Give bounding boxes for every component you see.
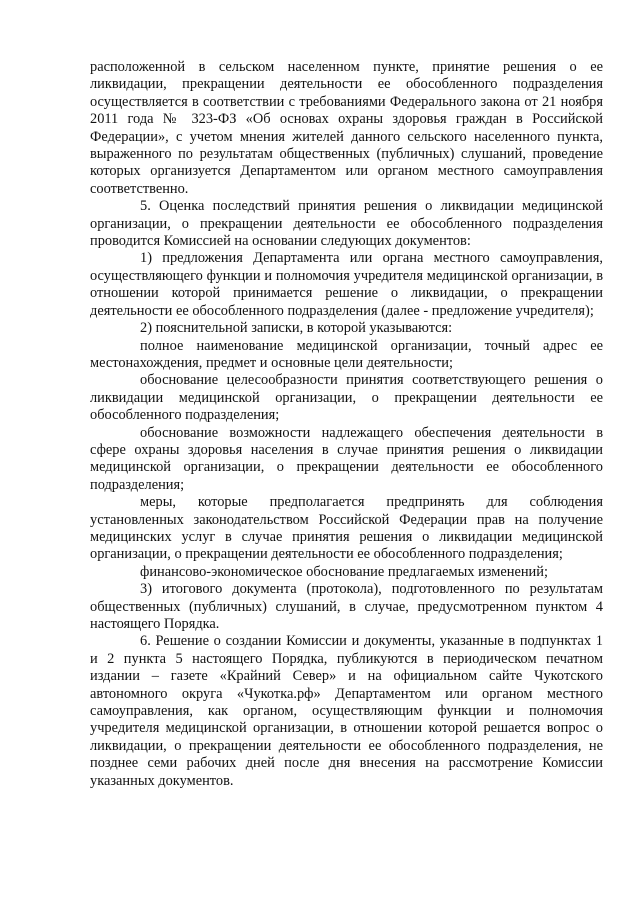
paragraph-capability: обоснование возможности надлежащего обеспечения деятельности в сфере охраны здоровья населения в случае принятия решения о ликвидации медицинской организации, о прекращении деятельности ее обособленного подразделения; bbox=[90, 424, 603, 493]
paragraph-item-6: 6. Решение о создании Комиссии и документы, указанные в подпунктах 1 и 2 пункта 5 настоящего Порядка, публикуются в периодическом печатном издании – газете «Крайний Север» и на официальном сайте Чукотского автономного округа «Чукотка.рф» Департаментом или органом местного самоуправления, как органом, осуществляющим функции и полномочия учредителя медицинской организации, в отношении которой решается вопрос о ликвидации, о прекращении деятельности ее обособленного подразделения, не позднее семи рабочих дней после дня внесения на рассмотрение Комиссии указанных документов. bbox=[90, 633, 603, 789]
document-page bbox=[90, 59, 603, 790]
paragraph-item-5: 5. Оценка последствий принятия решения о ликвидации медицинской организации, о прекращении деятельности ее обособленного подразделения проводится Комиссией на основании следующих документов: bbox=[90, 198, 603, 250]
paragraph-subitem-1: 1) предложения Департамента или органа местного самоуправления, осуществляющего функции и полномочия учредителя медицинской организации, в отношении которой принимается решение о ликвидации, о прекращении деятельности ее обособленного подразделения (далее - предложение учредителя); bbox=[90, 250, 603, 319]
paragraph-measures: меры, которые предполагается предпринять для соблюдения установленных законодательством Российской Федерации прав на получение медицинских услуг в случае принятия решения о ликвидации медицинской организации, о прекращении деятельности ее обособленного подразделения; bbox=[90, 494, 603, 563]
paragraph-justification: обоснование целесообразности принятия соответствующего решения о ликвидации медицинской организации, о прекращении деятельности ее обособленного подразделения; bbox=[90, 372, 603, 424]
paragraph-subitem-3: 3) итогового документа (протокола), подготовленного по результатам общественных (публичных) слушаний, в случае, предусмотренном пунктом 4 настоящего Порядка. bbox=[90, 581, 603, 632]
paragraph-org-name: полное наименование медицинской организации, точный адрес ее местонахождения, предмет и основные цели деятельности; bbox=[90, 337, 603, 371]
paragraph-subitem-2: 2) пояснительной записки, в которой указываются: bbox=[140, 320, 453, 337]
paragraph-financial: финансово-экономическое обоснование предлагаемых изменений; bbox=[140, 563, 548, 580]
paragraph-continuation: расположенной в сельском населенном пункте, принятие решения о ее ликвидации, прекращении деятельности ее обособленного подразделения осуществляется в соответствии с требованиями Федерального закона от 21 ноября 2011 года № 323-ФЗ «Об основах охраны здоровья граждан в Российской Федерации», с учетом мнения жителей данного сельского населенного пункта, выраженного по результатам общественных (публичных) слушаний, проведение которых организуется Департаментом или органом местного самоуправления соответственно. bbox=[90, 59, 603, 197]
